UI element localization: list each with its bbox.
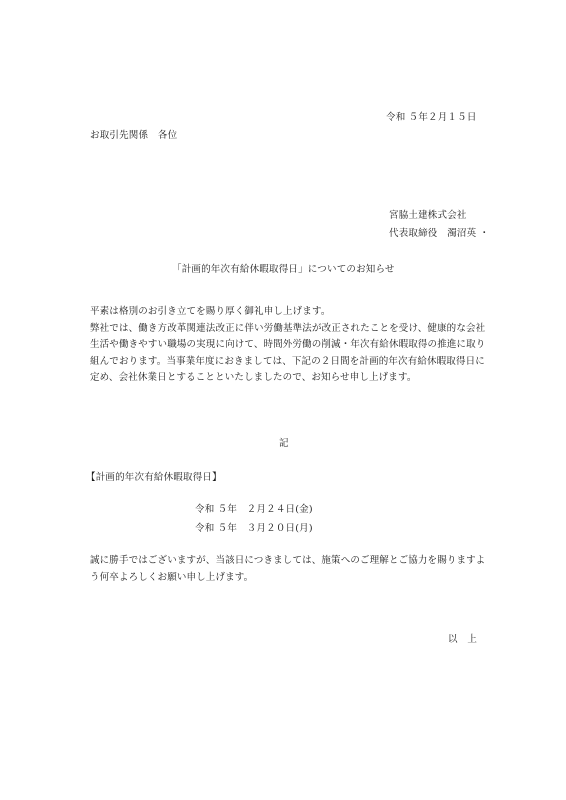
end-mark: 以 上 (448, 634, 478, 645)
sender-representative: 代表取締役 濁沼英 ・ (389, 228, 490, 239)
recipient-line: お取引先関係 各位 (90, 130, 178, 141)
sender-company: 宮脇土建株式会社 (389, 210, 467, 221)
body-line: 生活や働きやすい職場の実現に向けて、時間外労働の削減・年次有給休暇取得の推進に取り (90, 339, 486, 350)
leave-date: 令和 ５年 ３月２０日(月) (195, 523, 313, 534)
body-line: 弊社では、働き方改革関連法改正に伴い労働基準法が改正されたことを受け、健康的な会社 (90, 322, 486, 334)
body-line: 平素は格別のお引き立てを賜り厚く御礼申し上げます。 (90, 306, 331, 317)
body-line: 組んでおります。当事業年度におきましては、下記の２日間を計画的年次有給休暇取得日に (90, 355, 485, 367)
closing-paragraph (90, 552, 490, 586)
body-line: 定め、会社休業日とすることといたしましたので、お知らせ申し上げます。 (90, 372, 417, 383)
section-heading: 【計画的年次有給休暇取得日】 (86, 472, 222, 483)
body-paragraph (90, 304, 490, 387)
notice-title: 「計画的年次有給休暇取得日」についてのお知らせ (172, 264, 395, 275)
letter-date: 令和 ５年２月１５日 (386, 112, 477, 123)
closing-line: 誠に勝手ではございますが、当該日につきましては、施策へのご理解とご協力を賜りますよ (90, 555, 486, 566)
ki-mark: 記 (279, 438, 289, 449)
leave-date: 令和 ５年 ２月２４日(金) (195, 504, 313, 515)
closing-line: う何卒よろしくお願い申し上げます。 (90, 572, 254, 583)
